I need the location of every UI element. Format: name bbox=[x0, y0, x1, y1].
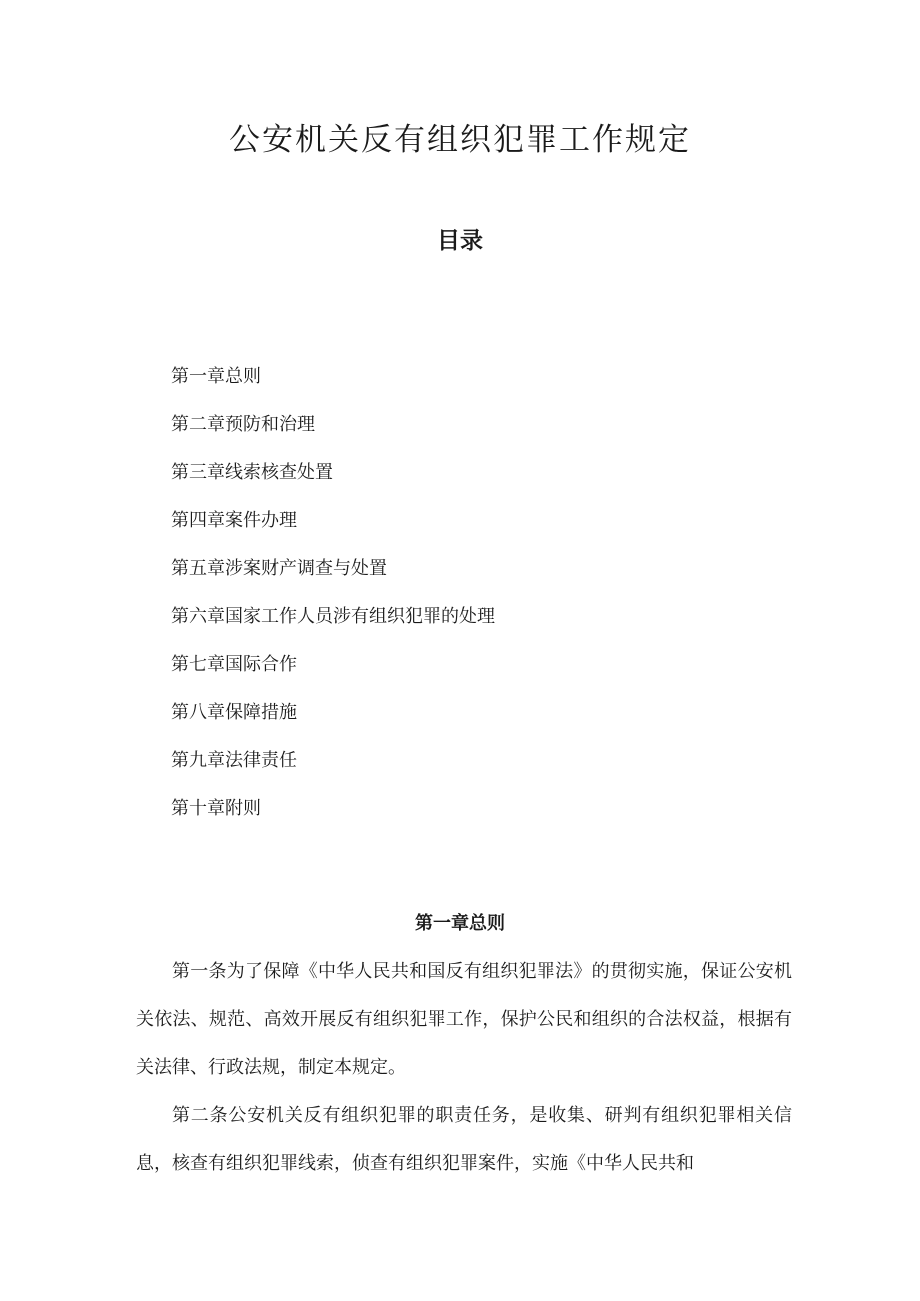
toc-item-chapter-5: 第五章涉案财产调查与处置 bbox=[171, 558, 387, 579]
document-title: 公安机关反有组织犯罪工作规定 bbox=[229, 122, 691, 158]
toc-item-chapter-6: 第六章国家工作人员涉有组织犯罪的处理 bbox=[171, 606, 495, 627]
toc-heading: 目录 bbox=[437, 228, 483, 254]
toc-item-chapter-8: 第八章保障措施 bbox=[171, 702, 297, 723]
chapter-heading: 第一章总则 bbox=[415, 913, 505, 934]
toc-item-chapter-9: 第九章法律责任 bbox=[171, 750, 297, 771]
toc-item-chapter-4: 第四章案件办理 bbox=[171, 510, 297, 531]
toc-item-chapter-7: 第七章国际合作 bbox=[171, 654, 297, 675]
article-paragraph-1: 第一条为了保障《中华人民共和国反有组织犯罪法》的贯彻实施，保证公安机关依法、规范、高效开展反有组织犯罪工作，保护公民和组织的合法权益，根据有关法律、行政法规，制定本规定。 bbox=[136, 961, 792, 1078]
table-of-contents bbox=[171, 364, 495, 844]
toc-item-chapter-10: 第十章附则 bbox=[171, 798, 261, 819]
toc-item-chapter-3: 第三章线索核查处置 bbox=[171, 462, 333, 483]
toc-item-chapter-2: 第二章预防和治理 bbox=[171, 414, 315, 435]
toc-item-chapter-1: 第一章总则 bbox=[171, 366, 261, 387]
article-paragraph-2: 第二条公安机关反有组织犯罪的职责任务，是收集、研判有组织犯罪相关信息，核查有组织犯罪线索，侦查有组织犯罪案件，实施《中华人民共和 bbox=[136, 1105, 792, 1174]
